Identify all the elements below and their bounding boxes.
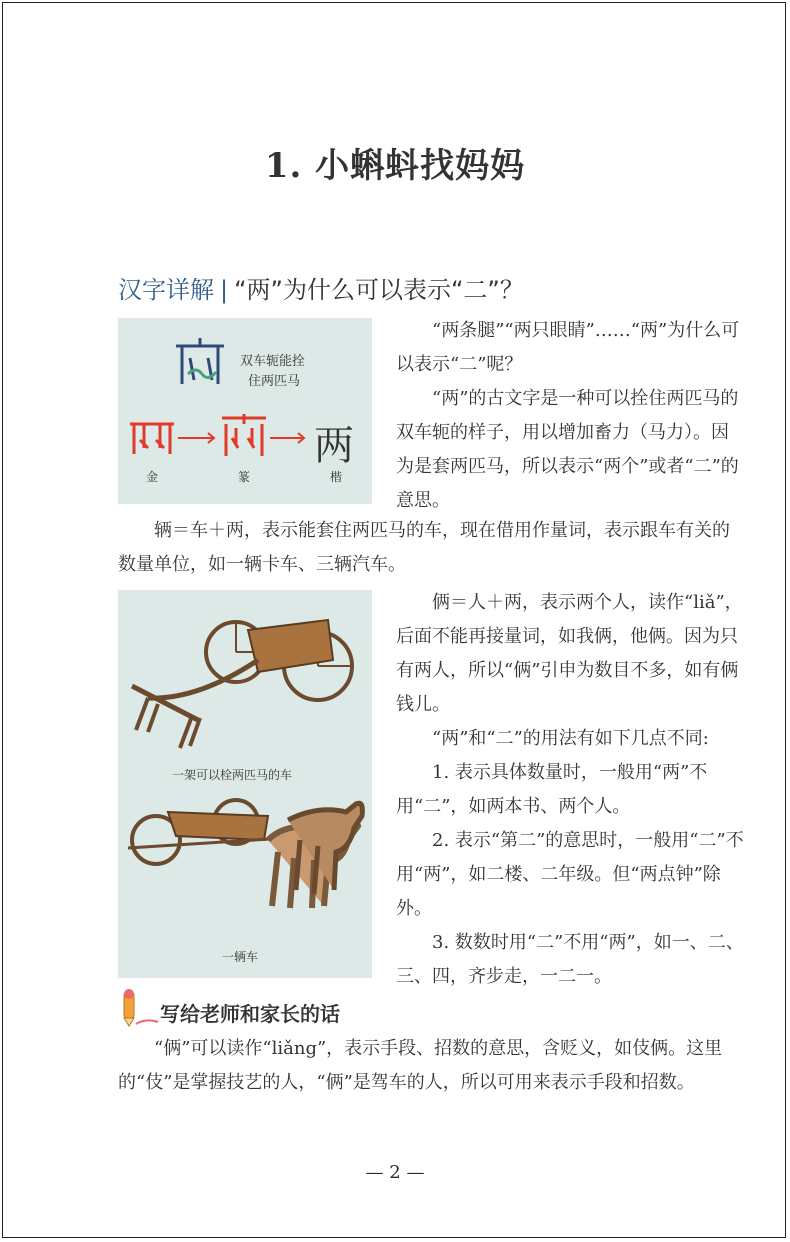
page-number: — 2 —	[365, 1162, 425, 1183]
cart-caption-2: 一辆车	[222, 950, 259, 964]
section-divider: |	[220, 276, 229, 304]
paragraph: 2. 表示“第二”的意思时，一般用“二”不用“两”，如二楼、二年级。但“两点钟”除外。	[396, 830, 744, 919]
pencil-icon	[116, 988, 160, 1028]
section-question: “两”为什么可以表示“二”？	[234, 276, 524, 304]
yoke-glyph-icon	[176, 338, 224, 384]
lesson-title: 1. 小蝌蚪找妈妈	[264, 146, 526, 186]
paragraph: “两”的古文字是一种可以拴住两匹马的双车轭的样子，用以增加畜力（马力）。因为是套两匹马，所以表示“两个”或者“二”的意思。	[396, 388, 739, 511]
yoke-note-line2: 住两匹马	[248, 374, 301, 389]
note-heading: 写给老师和家长的话	[160, 1002, 340, 1026]
regular-script-glyph: 两	[314, 423, 354, 469]
usage-text-block	[396, 586, 744, 994]
label-bronze: 金	[146, 470, 159, 484]
bronze-glyph-icon	[130, 424, 174, 454]
note-text	[118, 1032, 746, 1100]
full-width-text	[118, 514, 746, 582]
cart-svg	[118, 590, 372, 978]
label-seal: 篆	[238, 470, 251, 484]
section-heading	[118, 270, 524, 305]
paragraph: “俩”可以读作“liǎng”，表示手段、招数的意思，含贬义，如伎俩。这里的“伎”是掌握技艺的人，“俩”是驾车的人，所以可用来表示手段和招数。	[118, 1038, 723, 1093]
section-label: 汉字详解	[118, 276, 214, 304]
seal-glyph-icon	[222, 414, 266, 456]
paragraph: 1. 表示具体数量时，一般用“两”不用“二”，如两本书、两个人。	[396, 762, 708, 817]
label-regular: 楷	[330, 470, 343, 484]
paragraph: “两条腿”“两只眼睛”……“两”为什么可以表示“二”呢？	[396, 320, 740, 375]
paragraph: 3. 数数时用“二”不用“两”，如一、二、三、四，齐步走，一二一。	[396, 932, 744, 987]
glyph-evolution-figure	[118, 318, 372, 504]
cart-caption-1: 一架可以栓两匹马的车	[172, 768, 293, 782]
yoke-note-line1: 双车轭能拴	[240, 354, 306, 369]
horse-cart-icon	[128, 800, 362, 908]
paragraph: 俩＝人＋两，表示两个人，读作“liǎ”，后面不能再接量词，如我俩，他俩。因为只有两人，所以“俩”引申为数目不多，如有俩钱儿。	[396, 592, 743, 715]
empty-cart-icon	[132, 620, 352, 748]
paragraph: “两”和“二”的用法有如下几点不同:	[432, 728, 709, 749]
cart-illustration	[118, 590, 372, 978]
paragraph: 辆＝车＋两，表示能套住两匹马的车，现在借用作量词，表示跟车有关的数量单位，如一辆卡车、三辆汽车。	[118, 520, 730, 575]
intro-text-block	[396, 314, 744, 518]
